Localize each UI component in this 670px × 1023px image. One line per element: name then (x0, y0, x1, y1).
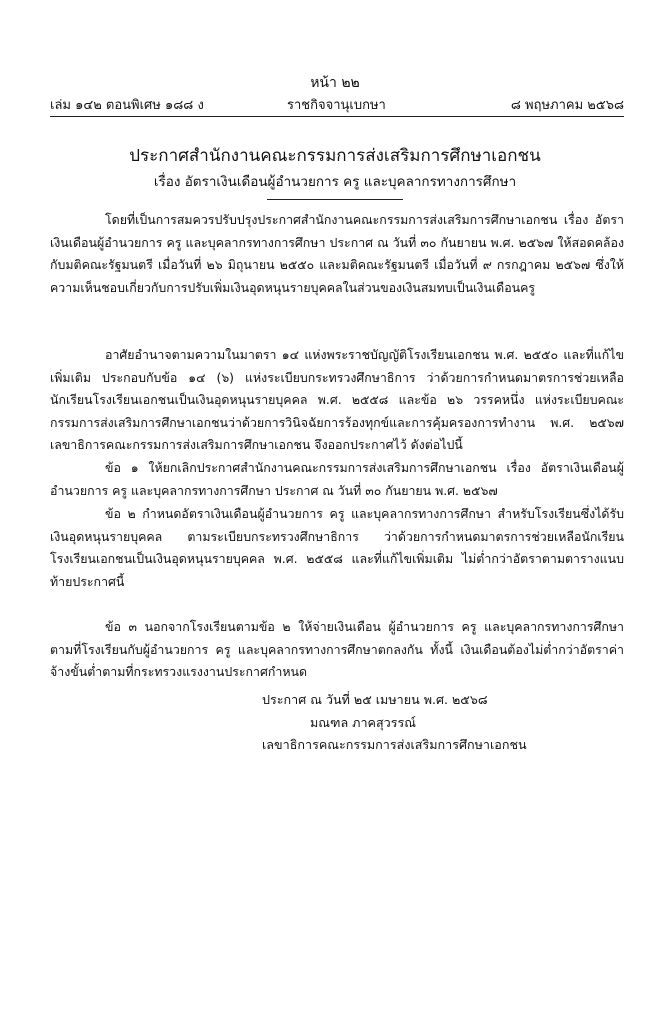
announced-date: ประกาศ ณ วันที่ ๒๕ เมษายน พ.ศ. ๒๕๖๘ (262, 692, 488, 707)
gazette-name: ราชกิจจานุเบกษา (287, 98, 386, 113)
signature-block (262, 689, 624, 757)
clause-1-paragraph: ข้อ ๑ ให้ยกเลิกประกาศสำนักงานคณะกรรมการส่งเสริมการศึกษาเอกชน เรื่อง อัตราเงินเดือนผู้อำนวยการ ครู และบุคลากรทางการศึกษา ประกาศ ณ วันที่ ๓๐ กันยายน พ.ศ. ๒๕๖๗ (50, 460, 624, 498)
document-subject: เรื่อง อัตราเงินเดือนผู้อำนวยการ ครู และบุคลากรทางการศึกษา (153, 174, 517, 190)
signer-name: มณฑล ภาคสุวรรณ์ (310, 714, 416, 730)
authority-paragraph: อาศัยอำนาจตามความในมาตรา ๑๔ แห่งพระราชบัญญัติโรงเรียนเอกชน พ.ศ. ๒๕๕๐ และที่แก้ไขเพิ่มเติม ประกอบกับข้อ ๑๔ (๖) แห่งระเบียบกระทรวงศึกษาธิการ ว่าด้วยการกำหนดมาตรการช่วยเหลือนักเรียนโรงเรียนเอกชนเป็นเงินอุดหนุนรายบุคคล พ.ศ. ๒๕๕๘ และข้อ ๒๖ วรรคหนึ่ง แห่งระเบียบคณะกรรมการส่งเสริมการศึกษาเอกชนว่าด้วยการวินิจฉัยการร้องทุกข์และการคุ้มครองการทำงาน พ.ศ. ๒๕๖๗ เลขาธิการคณะกรรมการส่งเสริมการศึกษาเอกชน จึงออกประกาศไว้ ดังต่อไปนี้ (50, 347, 624, 453)
clause-3-paragraph: ข้อ ๓ นอกจากโรงเรียนตามข้อ ๒ ให้จ่ายเงินเดือน ผู้อำนวยการ ครู และบุคลากรทางการศึกษา ตามที่โรงเรียนกับผู้อำนวยการ ครู และบุคลากรทางการศึกษาตกลงกัน ทั้งนี้ เงินเดือนต้องไม่ต่ำกว่าอัตราค่าจ้างขั้นต่ำตามที่กระทรวงแรงงานประกาศกำหนด (50, 619, 624, 680)
gazette-header (50, 94, 624, 114)
document-title: ประกาศสำนักงานคณะกรรมการส่งเสริมการศึกษาเอกชน (129, 146, 541, 166)
clause-2-paragraph: ข้อ ๒ กำหนดอัตราเงินเดือนผู้อำนวยการ ครู และบุคลากรทางการศึกษา สำหรับโรงเรียนซึ่งได้รับเงินอุดหนุนรายบุคคล ตามระเบียบกระทรวงศึกษาธิการ ว่าด้วยการกำหนดมาตรการช่วยเหลือนักเรียนโรงเรียนเอกชนเป็นเงินอุดหนุนรายบุคคล พ.ศ. ๒๕๕๘ และที่แก้ไขเพิ่มเติม ไม่ต่ำกว่าอัตราตามตารางแนบท้ายประกาศนี้ (50, 506, 624, 589)
signer-position: เลขาธิการคณะกรรมการส่งเสริมการศึกษาเอกชน (262, 737, 527, 753)
preamble-paragraph: โดยที่เป็นการสมควรปรับปรุงประกาศสำนักงานคณะกรรมการส่งเสริมการศึกษาเอกชน เรื่อง อัตราเงินเดือนผู้อำนวยการ ครู และบุคลากรทางการศึกษา ประกาศ ณ วันที่ ๓๐ กันยายน พ.ศ. ๒๕๖๗ ให้สอดคล้องกับมติคณะรัฐมนตรี เมื่อวันที่ ๒๖ มิถุนายน ๒๕๕๐ และมติคณะรัฐมนตรี เมื่อวันที่ ๙ กรกฎาคม ๒๕๖๗ ซึ่งให้ความเห็นชอบเกี่ยวกับการปรับเพิ่มเงินอุดหนุนรายบุคคลในส่วนของเงินสมทบเป็นเงินเดือนครู (50, 212, 624, 295)
page-number: หน้า ๒๒ (310, 75, 360, 91)
header-divider (50, 116, 624, 117)
title-divider (267, 199, 403, 200)
publication-date: ๘ พฤษภาคม ๒๕๖๘ (510, 98, 624, 113)
volume-issue: เล่ม ๑๔๒ ตอนพิเศษ ๑๘๘ ง (50, 98, 204, 113)
